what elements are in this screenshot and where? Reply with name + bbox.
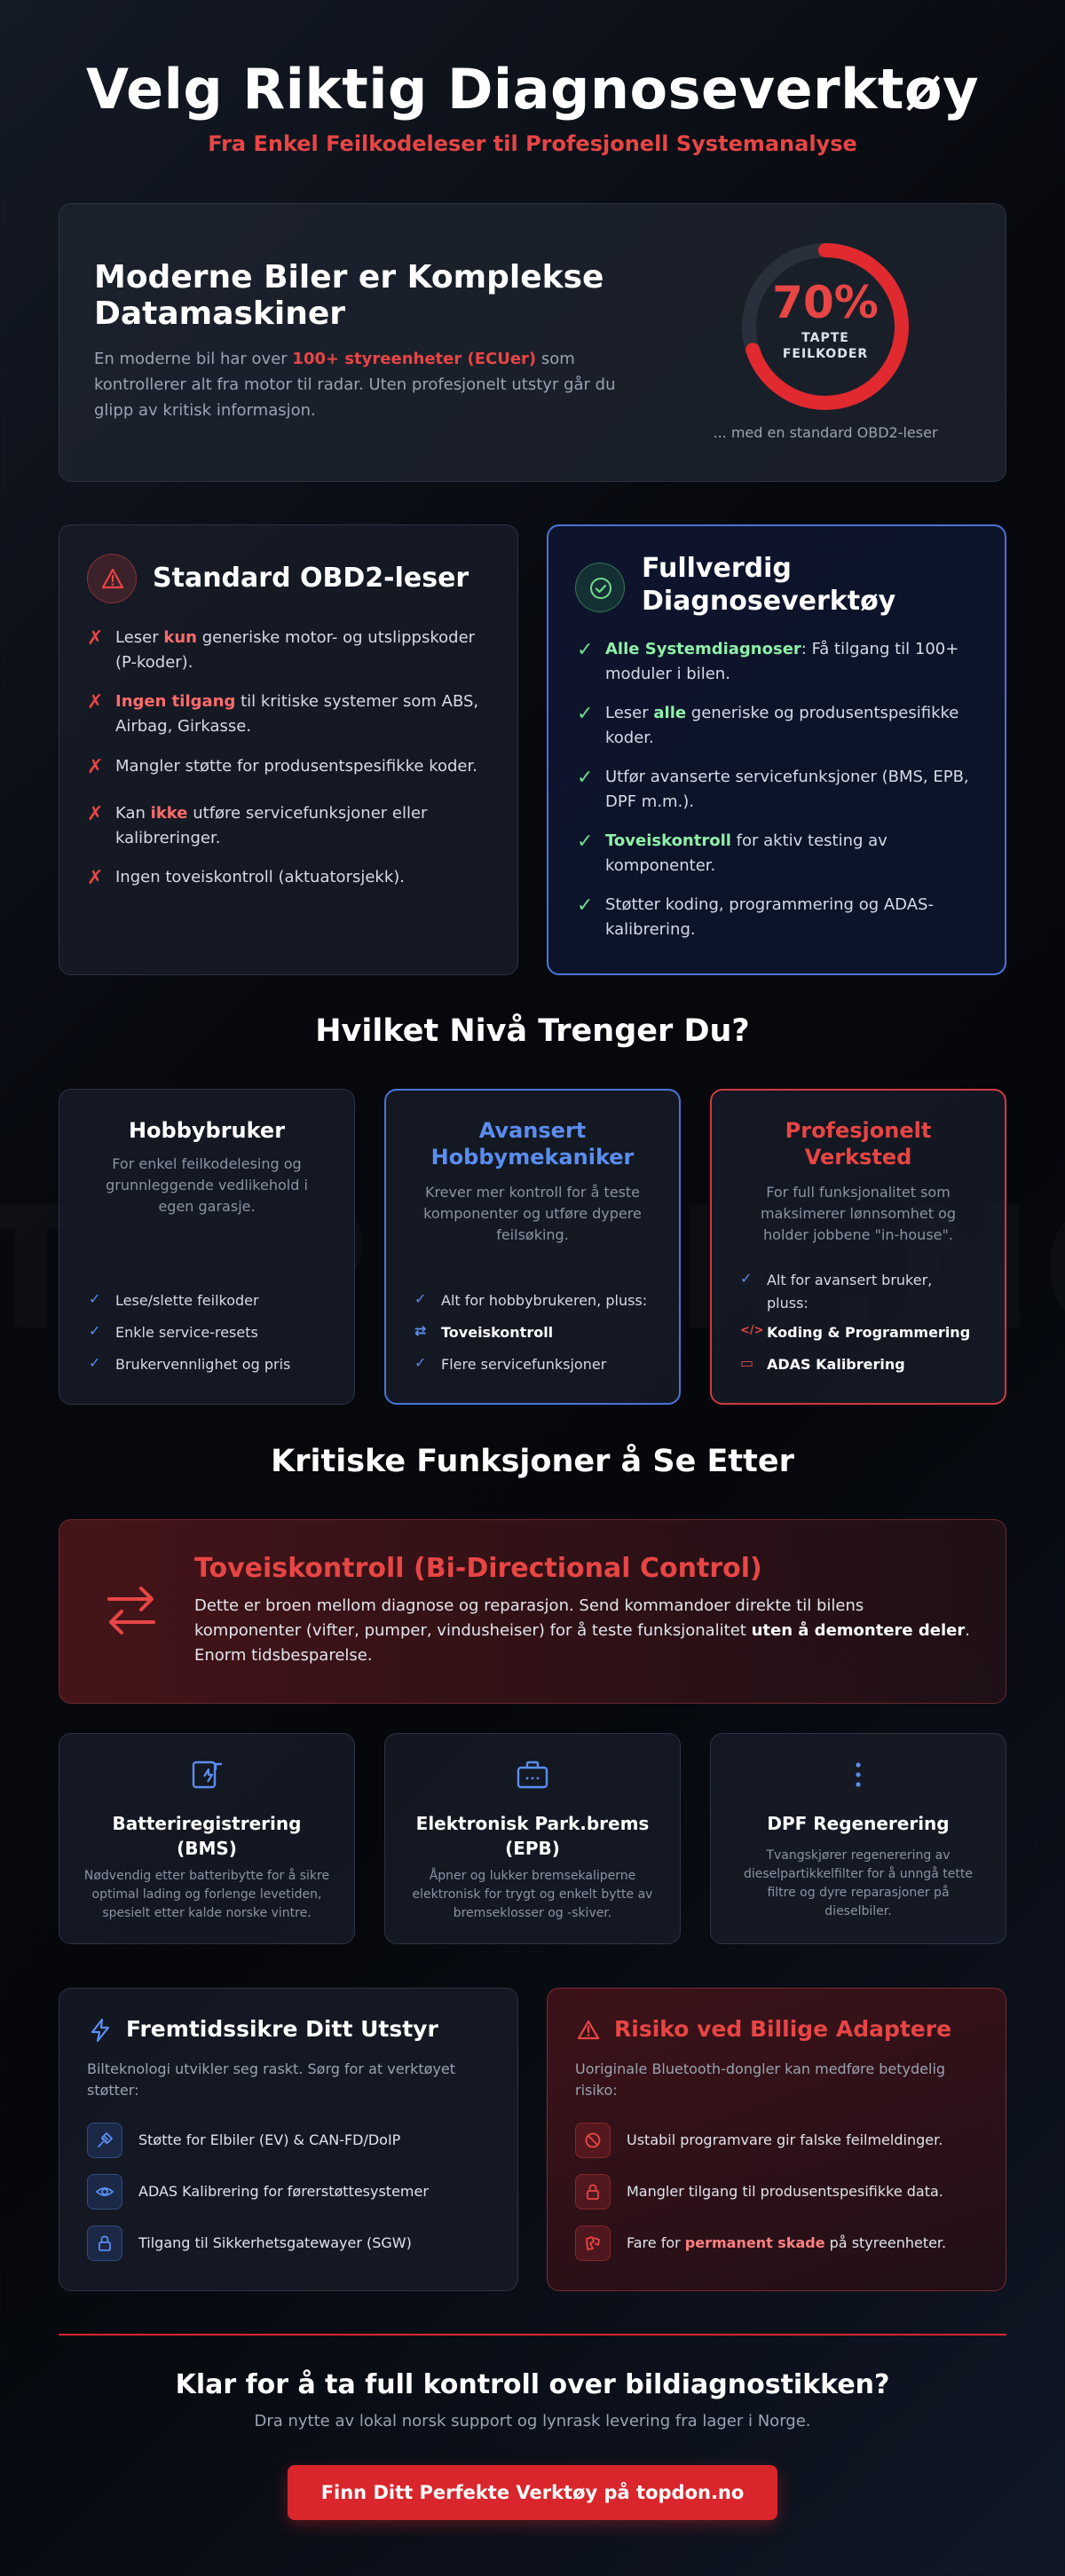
check-icon: ✓ xyxy=(740,1270,753,1287)
standard-item-1-b: til kritiske systemer som ABS, Airbag, Girkasse. xyxy=(115,692,479,736)
battery-icon xyxy=(189,1757,225,1792)
gauge-value: 70% xyxy=(772,277,879,328)
intro-text-a: En moderne bil har over xyxy=(94,350,293,368)
tier-1-feature-1: Toveiskontroll xyxy=(441,1324,554,1341)
tier-2-feature-1: Koding & Programmering xyxy=(767,1324,971,1341)
bidirectional-text xyxy=(194,1594,975,1668)
bidirectional-text-a: Dette er broen mellom diagnose og reparasjon. Send kommandoer direkte til bilens komponenter (vifter, pumper, vindusheiser) for å teste funksjonalitet xyxy=(194,1596,864,1640)
standard-item-3-b: utføre servicefunksjoner eller kalibreringer. xyxy=(115,804,428,847)
standard-item-3-hl: ikke xyxy=(150,804,188,823)
tier-title-1: Avansert Hobbymekaniker xyxy=(430,1118,635,1170)
check-icon: ✓ xyxy=(414,1354,427,1371)
full-mark-4: ✓ xyxy=(577,894,594,917)
function-desc-dpf: Tvangskjører regenerering av dieselpartikkelfilter for å unngå tette filtre og dyre reparasjoner på dieselbiler. xyxy=(744,1848,973,1918)
full-item-3-hl: Toveiskontroll xyxy=(605,831,731,850)
footer-title: Klar for å ta full kontroll over bildiagnostikken? xyxy=(175,2369,890,2400)
warning-icon-small xyxy=(575,2017,602,2044)
intro-text-b: som kontrollerer alt fra motor til radar. Uten profesjonelt utstyr går du glipp av kritisk informasjon. xyxy=(94,350,616,420)
future-proof-title: Fremtidssikre Ditt Utstyr xyxy=(126,2016,438,2042)
risk-item-3-bold: permanent skade xyxy=(684,2234,825,2251)
standard-mark-1: ✗ xyxy=(87,691,104,713)
tier-title-0: Hobbybruker xyxy=(128,1118,286,1143)
lock-icon xyxy=(87,2225,122,2261)
standard-item-0 xyxy=(115,626,488,675)
full-item-0-hl: Alle Systemdiagnoser xyxy=(605,640,801,658)
full-mark-3: ✓ xyxy=(577,831,594,853)
swap-icon: ⇄ xyxy=(414,1322,427,1339)
full-item-0-b: : Få tilgang til 100+ moduler i bilen. xyxy=(605,640,959,683)
standard-item-1 xyxy=(115,689,488,739)
intro-text xyxy=(94,346,635,423)
footer-divider xyxy=(59,2334,1006,2336)
check-icon: ✓ xyxy=(89,1290,101,1307)
eye-icon xyxy=(87,2174,122,2210)
full-item-1-hl: alle xyxy=(653,704,687,722)
levels-heading: Hvilket Nivå Trenger Du? xyxy=(315,1013,750,1049)
tier-desc-1: Krever mer kontroll for å teste komponenter og utføre dypere feilsøking. xyxy=(423,1184,642,1243)
risk-item-3-b: på styreenheter. xyxy=(824,2234,947,2251)
monitor-icon: ▭ xyxy=(740,1354,754,1371)
intro-title: Moderne Biler er Komplekse Datamaskiner xyxy=(94,259,604,332)
function-title-bms: Batteriregistrering (BMS) xyxy=(112,1813,302,1859)
full-item-0 xyxy=(605,637,978,687)
lock-icon-red xyxy=(575,2174,611,2210)
full-item-4 xyxy=(605,893,978,942)
standard-item-0-b: generiske motor- og utslippskoder (P-koder). xyxy=(115,628,476,672)
risk-item-3 xyxy=(627,2234,946,2251)
standard-reader-title: Standard OBD2-leser xyxy=(153,563,469,594)
risk-item-1: Ustabil programvare gir falske feilmeldinger. xyxy=(627,2131,943,2148)
standard-mark-0: ✗ xyxy=(87,627,104,650)
check-icon: ✓ xyxy=(89,1354,101,1371)
check-icon: ✓ xyxy=(414,1290,427,1307)
page-subtitle: Fra Enkel Feilkodeleser til Profesjonell Systemanalyse xyxy=(208,131,857,156)
lightning-icon xyxy=(87,2017,114,2044)
full-item-3-b: for aktiv testing av komponenter. xyxy=(605,831,888,875)
full-item-4-a: Støtter koding, programmering og ADAS-kalibrering. xyxy=(605,895,934,939)
footer-subtitle: Dra nytte av lokal norsk support og lynrask levering fra lager i Norge. xyxy=(254,2412,811,2430)
gauge-label xyxy=(737,330,914,362)
full-item-1-b: generiske og produsentspesifikke koder. xyxy=(605,704,959,747)
risk-title: Risiko ved Billige Adaptere xyxy=(614,2016,952,2042)
standard-item-3 xyxy=(115,801,488,851)
tier-desc-2: For full funksjonalitet som maksimerer lønnsomhet og holder jobbene "in-house". xyxy=(760,1184,957,1243)
function-desc-epb: Åpner og lukker bremsekaliperne elektronisk for trygt og enkelt bytte av bremseklosser og -skiver. xyxy=(412,1869,653,1920)
standard-item-0-a: Leser xyxy=(115,628,164,647)
function-title-dpf: DPF Regenerering xyxy=(767,1813,950,1834)
full-item-1-a: Leser xyxy=(605,704,654,722)
code-icon: </> xyxy=(740,1324,764,1337)
broken-chip-icon xyxy=(575,2225,611,2261)
full-mark-0: ✓ xyxy=(577,639,594,661)
future-item-1: Støtte for Elbiler (EV) & CAN-FD/DoIP xyxy=(138,2131,401,2148)
tier-title-2: Profesjonelt Verksted xyxy=(785,1118,932,1170)
more-vertical-icon xyxy=(840,1757,876,1792)
function-desc-bms: Nødvendig etter batteribytte for å sikre optimal lading og forlenge levetiden, spesielt etter kalde norske vintre. xyxy=(83,1869,330,1920)
function-title-epb: Elektronisk Park.brems (EPB) xyxy=(415,1813,650,1859)
tier-0-feature-1: Enkle service-resets xyxy=(115,1324,258,1341)
risk-item-3-a: Fare for xyxy=(627,2234,685,2251)
standard-mark-4: ✗ xyxy=(87,867,104,889)
risk-item-2: Mangler tilgang til produsentspesifikke data. xyxy=(627,2183,943,2200)
gauge-label-line-1: TAPTE xyxy=(801,331,849,345)
tier-2-feature-2: ADAS Kalibrering xyxy=(767,1356,905,1373)
standard-item-4 xyxy=(115,865,488,890)
tier-0-feature-0: Lese/slette feilkoder xyxy=(115,1292,259,1309)
standard-item-4-a: Ingen toveiskontroll (aktuatorsjekk). xyxy=(115,868,406,886)
full-item-1 xyxy=(605,701,978,751)
standard-item-3-a: Kan xyxy=(115,804,151,823)
standard-item-1-hl: Ingen tilgang xyxy=(115,692,236,711)
full-mark-2: ✓ xyxy=(577,767,594,789)
page-title: Velg Riktig Diagnoseverktøy xyxy=(86,57,979,122)
future-item-2: ADAS Kalibrering for førerstøttesystemer xyxy=(138,2183,429,2200)
tier-1-feature-2: Flere servicefunksjoner xyxy=(441,1356,607,1373)
bidirectional-text-b: . Enorm tidsbesparelse. xyxy=(194,1621,970,1665)
standard-item-2-a: Mangler støtte for produsentspesifikke koder. xyxy=(115,757,477,776)
check-circle-icon xyxy=(575,563,625,612)
briefcase-icon xyxy=(515,1757,550,1792)
warning-icon xyxy=(87,554,137,603)
ev-plug-icon xyxy=(87,2123,122,2158)
bidirectional-text-bold: uten å demontere deler xyxy=(751,1621,966,1640)
full-item-2-a: Utfør avanserte servicefunksjoner (BMS, EPB, DPF m.m.). xyxy=(605,768,969,811)
intro-text-highlight: 100+ styreenheter (ECUer) xyxy=(292,350,537,368)
gauge-caption: ... med en standard OBD2-leser xyxy=(713,424,938,441)
standard-item-0-hl: kun xyxy=(163,628,197,647)
functions-heading: Kritiske Funksjoner å Se Etter xyxy=(271,1444,794,1479)
full-item-3 xyxy=(605,829,978,878)
check-icon: ✓ xyxy=(89,1322,101,1339)
gauge-label-line-2: FEILKODER xyxy=(782,347,869,361)
future-item-3: Tilgang til Sikkerhetsgatewayer (SGW) xyxy=(138,2234,412,2251)
tier-1-feature-0: Alt for hobbybrukeren, pluss: xyxy=(441,1292,648,1309)
ban-icon xyxy=(575,2123,611,2158)
tier-2-feature-0: Alt for avansert bruker, pluss: xyxy=(767,1272,933,1312)
full-tool-title: Fullverdig Diagnoseverktøy xyxy=(642,553,896,617)
standard-mark-3: ✗ xyxy=(87,803,104,825)
future-proof-desc: Bilteknologi utvikler seg raskt. Sørg for at verktøyet støtter: xyxy=(87,2060,456,2099)
standard-mark-2: ✗ xyxy=(87,756,104,778)
tier-0-feature-2: Brukervennlighet og pris xyxy=(115,1356,291,1373)
risk-desc: Uoriginale Bluetooth-dongler kan medføre betydelig risiko: xyxy=(575,2060,946,2099)
standard-item-2 xyxy=(115,754,488,779)
bidirectional-title: Toveiskontroll (Bi-Directional Control) xyxy=(194,1553,762,1584)
full-item-2 xyxy=(605,765,978,815)
find-tool-cta-button[interactable]: Finn Ditt Perfekte Verktøy på topdon.no xyxy=(288,2465,777,2520)
swap-arrows-icon xyxy=(100,1579,162,1642)
full-mark-1: ✓ xyxy=(577,703,594,725)
tier-desc-0: For enkel feilkodelesing og grunnleggende vedlikehold i egen garasje. xyxy=(106,1155,308,1215)
